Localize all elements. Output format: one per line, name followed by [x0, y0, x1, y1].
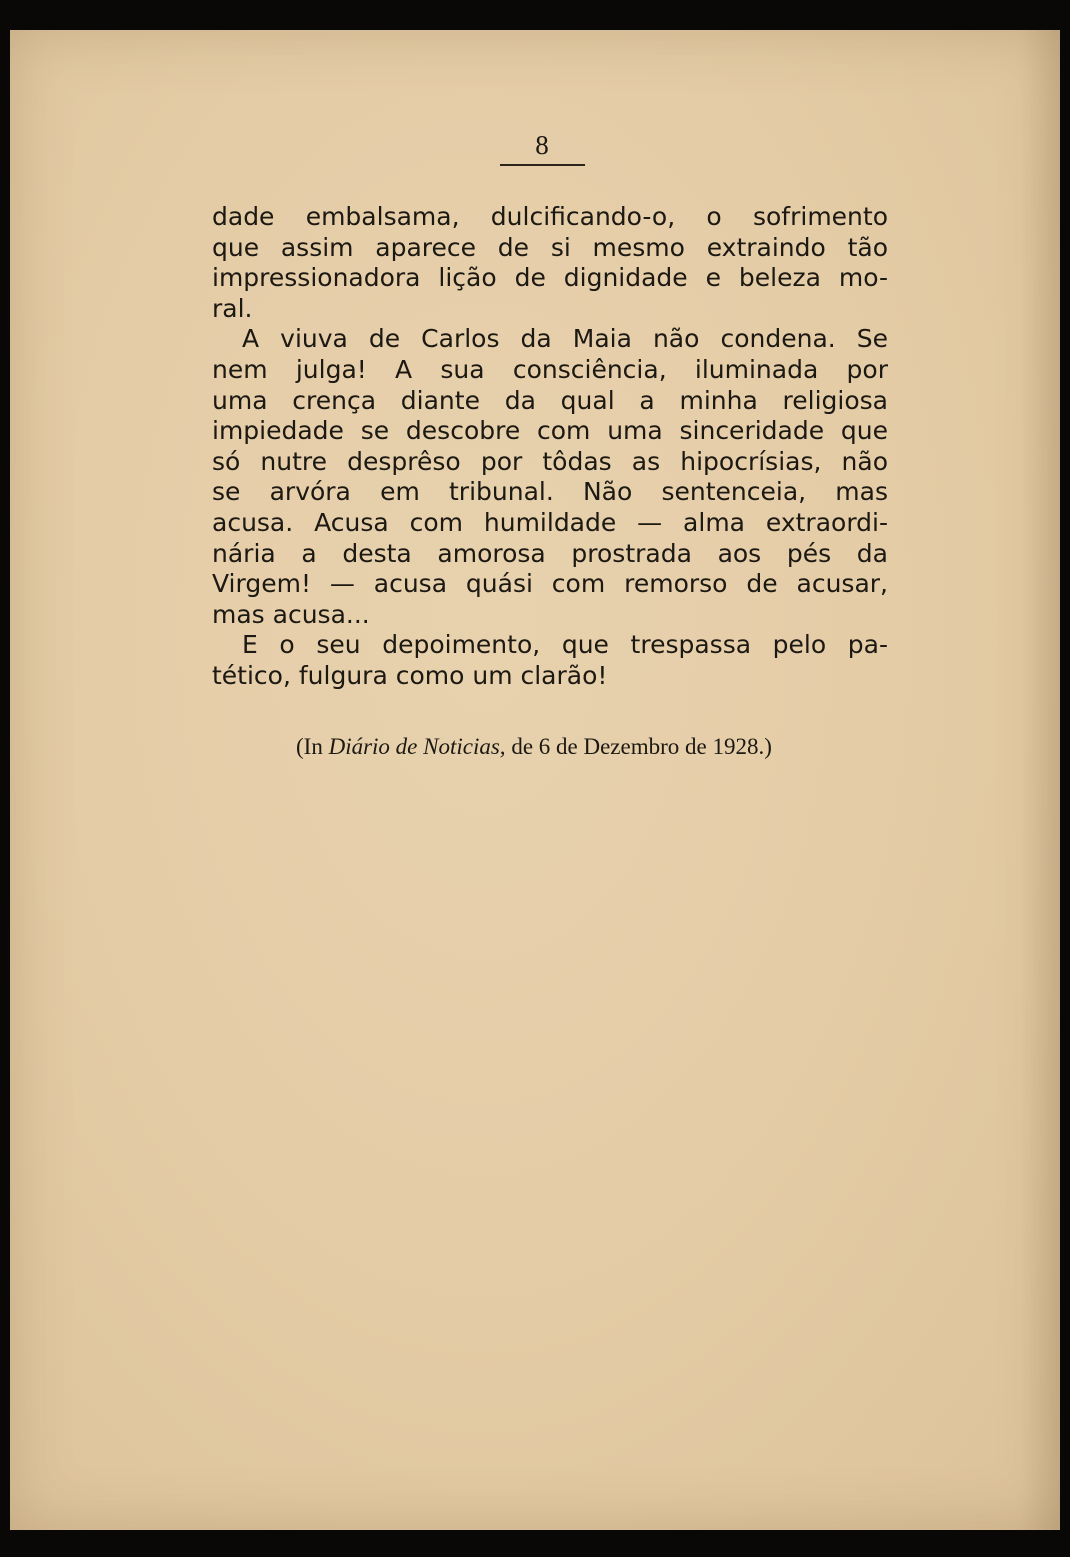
text-line: dade embalsama, dulcificando-o, o sofrimento	[212, 202, 888, 231]
text-line: Virgem! — acusa quási com remorso de acusar,	[212, 569, 888, 599]
citation-date: de 6 de Dezembro de 1928.)	[511, 734, 772, 759]
citation-source: Diário de Noticias,	[328, 734, 506, 759]
text-line: acusa. Acusa com humildade — alma extraordi-	[212, 507, 888, 537]
page-number-rule	[500, 164, 585, 166]
text-line: impressionadora lição de dignidade e beleza mo-	[212, 263, 888, 293]
text-line: ral.	[212, 293, 253, 323]
page-number: 8	[535, 130, 550, 160]
text-line: impiedade se descobre com uma sinceridade que	[212, 416, 888, 446]
text-line: tético, fulgura como um clarão!	[212, 660, 608, 690]
body-text	[212, 202, 888, 692]
text-line: nária a desta amorosa prostrada aos pés da	[212, 538, 888, 568]
citation	[296, 734, 916, 760]
text-line: uma crença diante da qual a minha religiosa	[212, 385, 888, 415]
text-line: só nutre desprêso por tôdas as hipocrísias, não	[212, 446, 888, 476]
text-line: mas acusa...	[212, 599, 370, 629]
citation-open: (In	[296, 734, 323, 759]
text-line: nem julga! A sua consciência, iluminada por	[212, 354, 888, 384]
text-line: A viuva de Carlos da Maia não condena. Se	[242, 324, 888, 354]
page-fold-shadow	[1020, 30, 1060, 1530]
text-line: E o seu depoimento, que trespassa pelo pa-	[242, 630, 888, 660]
text-line: se arvóra em tribunal. Não sentenceia, mas	[212, 477, 888, 507]
text-line: que assim aparece de si mesmo extraindo tão	[212, 232, 888, 262]
